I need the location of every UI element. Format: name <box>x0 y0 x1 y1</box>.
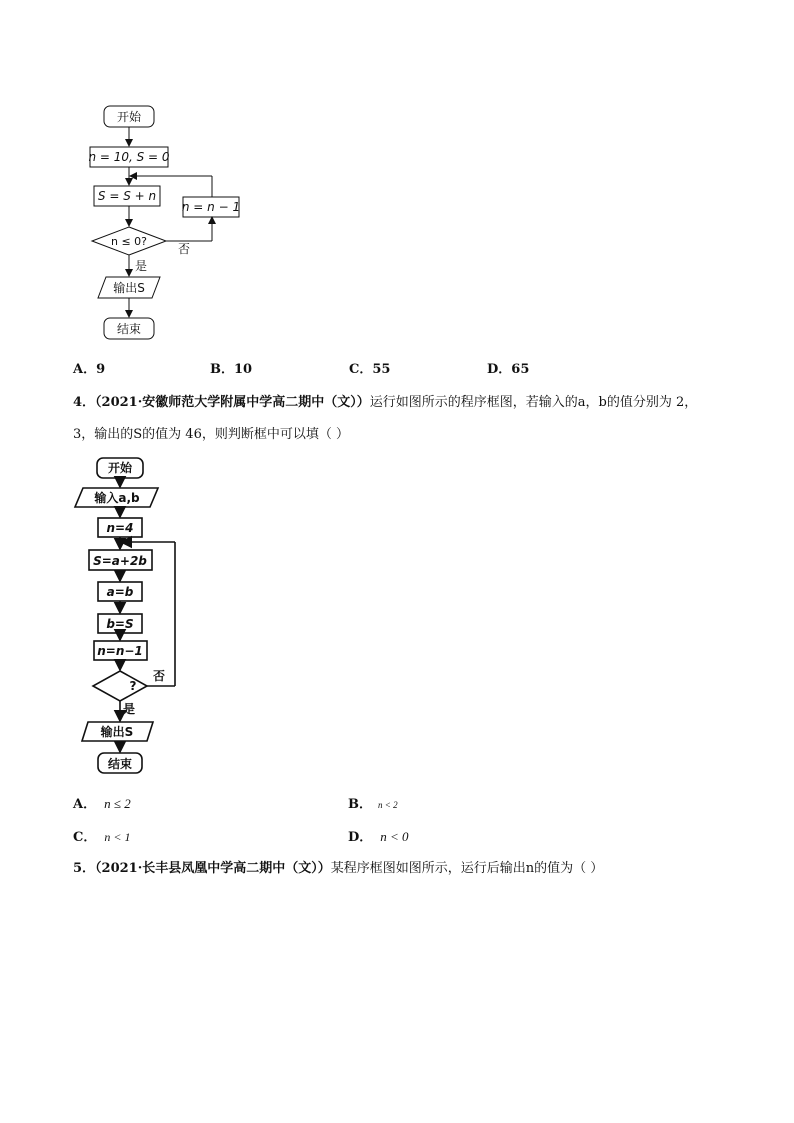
fc2-no-label: 否 <box>152 669 166 683</box>
fc2-init-text: n=4 <box>106 521 134 535</box>
fc2-cond-text: ? <box>129 679 137 693</box>
q4-line1 <box>73 391 697 410</box>
q4-number: 4． <box>73 395 96 410</box>
q4-option-c: C． n < 1 <box>73 830 131 845</box>
fc1-start-text: 开始 <box>116 110 142 124</box>
fc2-s-text: S=a+2b <box>93 554 147 568</box>
fc2-n-text: n=n−1 <box>97 644 143 658</box>
fc2-yes-label: 是 <box>122 702 136 716</box>
fc2-output-text: 输出S <box>100 725 134 739</box>
fc1-init-text: n = 10, S = 0 <box>88 150 170 164</box>
fc1-body-text: S = S + n <box>97 189 157 203</box>
q3-option-b: B．10 <box>210 362 253 377</box>
flowchart-1 <box>0 0 794 350</box>
q5-source: （2021·长丰县凤凰中学高二期中（文）） <box>95 861 331 876</box>
fc2-input-text: 输入a,b <box>94 491 140 505</box>
q4-line2: 3，输出的S的值为 46，则判断框中可以填（ ） <box>73 427 349 442</box>
q5-number: 5． <box>73 861 96 876</box>
fc1-end-text: 结束 <box>116 322 142 336</box>
fc1-yes-label: 是 <box>134 259 148 273</box>
fc2-end-text: 结束 <box>107 757 133 771</box>
q4-option-a: A． n ≤ 2 <box>73 796 131 812</box>
fc2-start-text: 开始 <box>107 461 133 475</box>
fc2-a-text: a=b <box>106 585 134 599</box>
q3-option-d: D．65 <box>487 362 530 377</box>
fc1-cond-text: n ≤ 0? <box>110 235 148 248</box>
q4-option-d: D． n < 0 <box>348 829 409 845</box>
q5-line <box>73 857 603 876</box>
fc1-output-text: 输出S <box>113 281 145 295</box>
q4-option-b: B． n < 2 <box>348 797 398 812</box>
fc2-b-text: b=S <box>106 617 134 631</box>
q5-question: 某程序框图如图所示，运行后输出n的值为（ ） <box>330 861 604 876</box>
flowchart-2 <box>0 450 794 780</box>
fc2-condition-diamond <box>93 671 147 701</box>
q4-question-line1: 运行如图所示的程序框图，若输入的a，b的值分别为 2， <box>369 395 698 410</box>
q3-option-c: C．55 <box>349 362 391 377</box>
fc1-update-text: n = n − 1 <box>181 200 241 214</box>
fc1-no-label: 否 <box>177 242 191 256</box>
q3-option-a: A．9 <box>73 362 106 377</box>
q4-source: （2021·安徽师范大学附属中学高二期中（文）） <box>95 395 370 410</box>
